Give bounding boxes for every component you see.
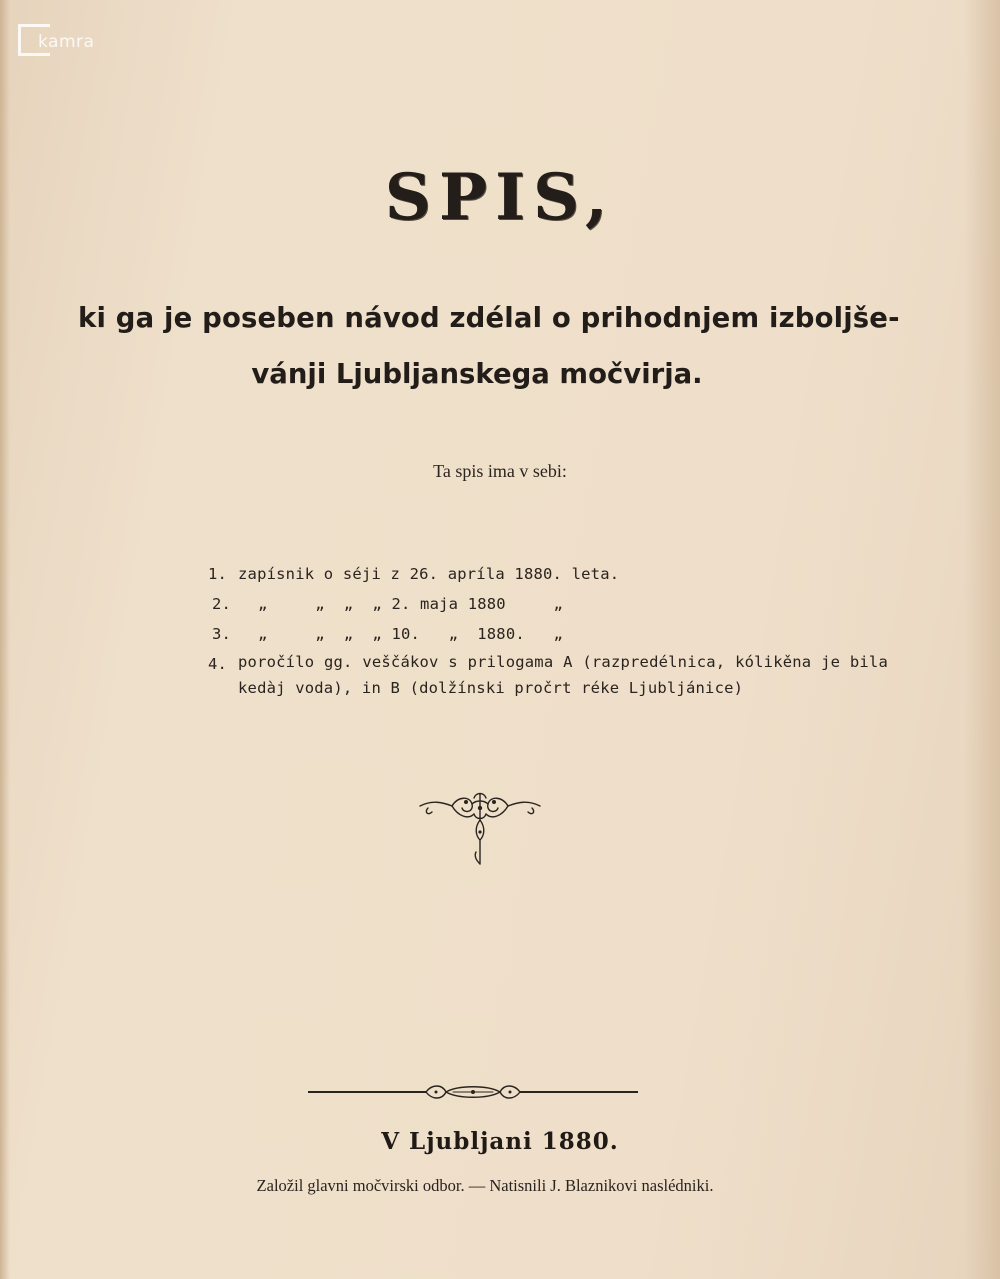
- subtitle-line-2: vánji Ljubljanskega močvirja.: [251, 358, 703, 390]
- imprint-place-year: V Ljubljani 1880.: [381, 1128, 619, 1155]
- kamra-watermark: [16, 22, 116, 62]
- contents-item-text: poročílo gg. veščákov s prilogama A (razpredélnica, kólikěna je bila kedàj voda), in B (dolžínski pročrt réke Ljubljánice): [238, 653, 888, 697]
- contents-item: [208, 649, 898, 707]
- contents-item-number: 2.: [212, 595, 232, 613]
- subtitle-line-1: ki ga je poseben návod zdélal o prihodnjem izboljše-: [78, 302, 900, 334]
- contents-item-text: „ „ „ „ 10. „ 1880. „: [258, 625, 564, 643]
- contents-item-text: zapísnik o séji z 26. apríla 1880. leta.: [238, 565, 620, 583]
- contents-item-number: 4.: [208, 655, 228, 673]
- document-subtitle: [78, 290, 900, 402]
- contents-item-number: 3.: [212, 625, 232, 643]
- contents-item: [208, 589, 898, 619]
- document-title: SPIS,: [384, 160, 616, 235]
- contents-item: [208, 619, 898, 649]
- watermark-text: kamra: [38, 32, 95, 52]
- decorative-rule-icon: [308, 1080, 638, 1104]
- contents-item-text: „ „ „ „ 2. maja 1880 „: [258, 595, 564, 613]
- contents-item-number: 1.: [208, 565, 228, 583]
- contents-list: [208, 559, 898, 707]
- floral-ornament-icon: [418, 790, 542, 870]
- contents-item: [208, 559, 898, 589]
- imprint-publisher: Založil glavni močvirski odbor. — Natisnili J. Blaznikovi naslédniki.: [256, 1176, 714, 1195]
- contents-heading: Ta spis ima v sebi:: [433, 461, 567, 481]
